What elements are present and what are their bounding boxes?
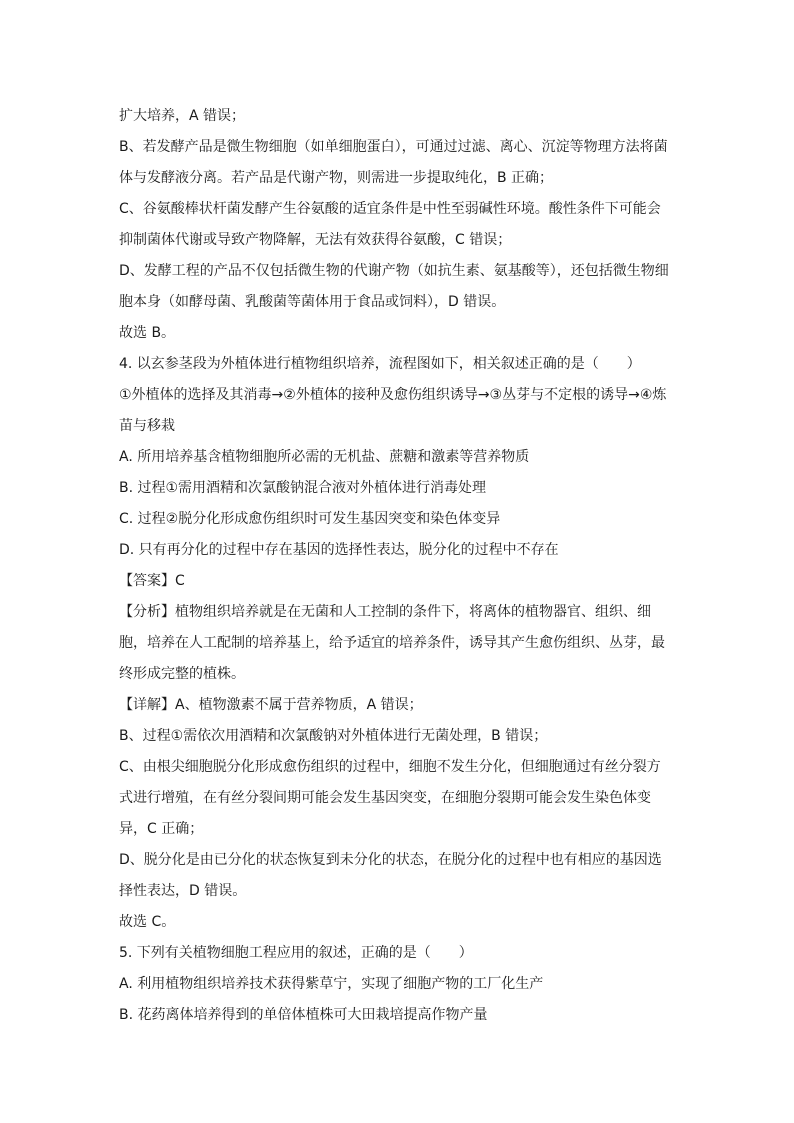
option-d: D. 只有再分化的过程中存在基因的选择性表达，脱分化的过程中不存在 bbox=[119, 542, 559, 558]
answer-line: 【答案】C bbox=[119, 573, 185, 589]
text-line: 故选 B。 bbox=[119, 325, 176, 341]
flowchart-text: ①外植体的选择及其消毒→②外植体的接种及愈伤组织诱导→③丛芽与不定根的诱导→④炼 bbox=[119, 387, 667, 403]
document-body bbox=[119, 101, 679, 1031]
option-a: A. 利用植物组织培养技术获得紫草宁，实现了细胞产物的工厂化生产 bbox=[119, 976, 544, 992]
detail-line: C、由根尖细胞脱分化形成愈伤组织的过程中，细胞不发生分化，但细胞通过有丝分裂方 bbox=[119, 759, 661, 775]
detail-line: 【详解】A、植物激素不属于营养物质，A 错误； bbox=[119, 697, 423, 713]
text-line: B、若发酵产品是微生物细胞（如单细胞蛋白），可通过过滤、离心、沉淀等物理方法将菌 bbox=[119, 139, 668, 155]
detail-line: B、过程①需依次用酒精和次氯酸钠对外植体进行无菌处理，B 错误； bbox=[119, 728, 548, 744]
analysis-line: 【分析】植物组织培养就是在无菌和人工控制的条件下，将离体的植物器官、组织、细 bbox=[119, 604, 651, 620]
detail-line: 式进行增殖，在有丝分裂间期可能会发生基因突变，在细胞分裂期可能会发生染色体变 bbox=[119, 790, 651, 806]
detail-line: 异，C 正确； bbox=[119, 821, 204, 837]
analysis-line: 胞，培养在人工配制的培养基上，给予适宜的培养条件，诱导其产生愈伤组织、丛芽，最 bbox=[119, 635, 665, 651]
text-line: 体与发酵液分离。若产品是代谢产物，则需进一步提取纯化，B 正确； bbox=[119, 170, 554, 186]
detail-line: 择性表达，D 错误。 bbox=[119, 883, 247, 899]
question-4-stem: 4. 以玄参茎段为外植体进行植物组织培养，流程图如下，相关叙述正确的是（ ） bbox=[119, 356, 641, 372]
text-line: C、谷氨酸棒状杆菌发酵产生谷氨酸的适宜条件是中性至弱碱性环境。酸性条件下可能会 bbox=[119, 201, 661, 217]
option-b: B. 过程①需用酒精和次氯酸钠混合液对外植体进行消毒处理 bbox=[119, 480, 487, 496]
text-line: 扩大培养，A 错误； bbox=[119, 108, 246, 124]
text-line: D、发酵工程的产品不仅包括微生物的代谢产物（如抗生素、氨基酸等），还包括微生物细 bbox=[119, 263, 669, 279]
text-line: 抑制菌体代谢或导致产物降解，无法有效获得谷氨酸，C 错误； bbox=[119, 232, 512, 248]
text-line: 胞本身（如酵母菌、乳酸菌等菌体用于食品或饲料），D 错误。 bbox=[119, 294, 506, 310]
flowchart-text: 苗与移栽 bbox=[119, 418, 175, 434]
question-5-stem: 5. 下列有关植物细胞工程应用的叙述，正确的是（ ） bbox=[119, 945, 473, 961]
conclusion-line: 故选 C。 bbox=[119, 914, 176, 930]
detail-line: D、脱分化是由已分化的状态恢复到未分化的状态，在脱分化的过程中也有相应的基因选 bbox=[119, 852, 662, 868]
option-a: A. 所用培养基含植物细胞所必需的无机盐、蔗糖和激素等营养物质 bbox=[119, 449, 530, 465]
option-c: C. 过程②脱分化形成愈伤组织时可发生基因突变和染色体变异 bbox=[119, 511, 501, 527]
analysis-line: 终形成完整的植株。 bbox=[119, 666, 245, 682]
option-b: B. 花药离体培养得到的单倍体植株可大田栽培提高作物产量 bbox=[119, 1007, 488, 1023]
